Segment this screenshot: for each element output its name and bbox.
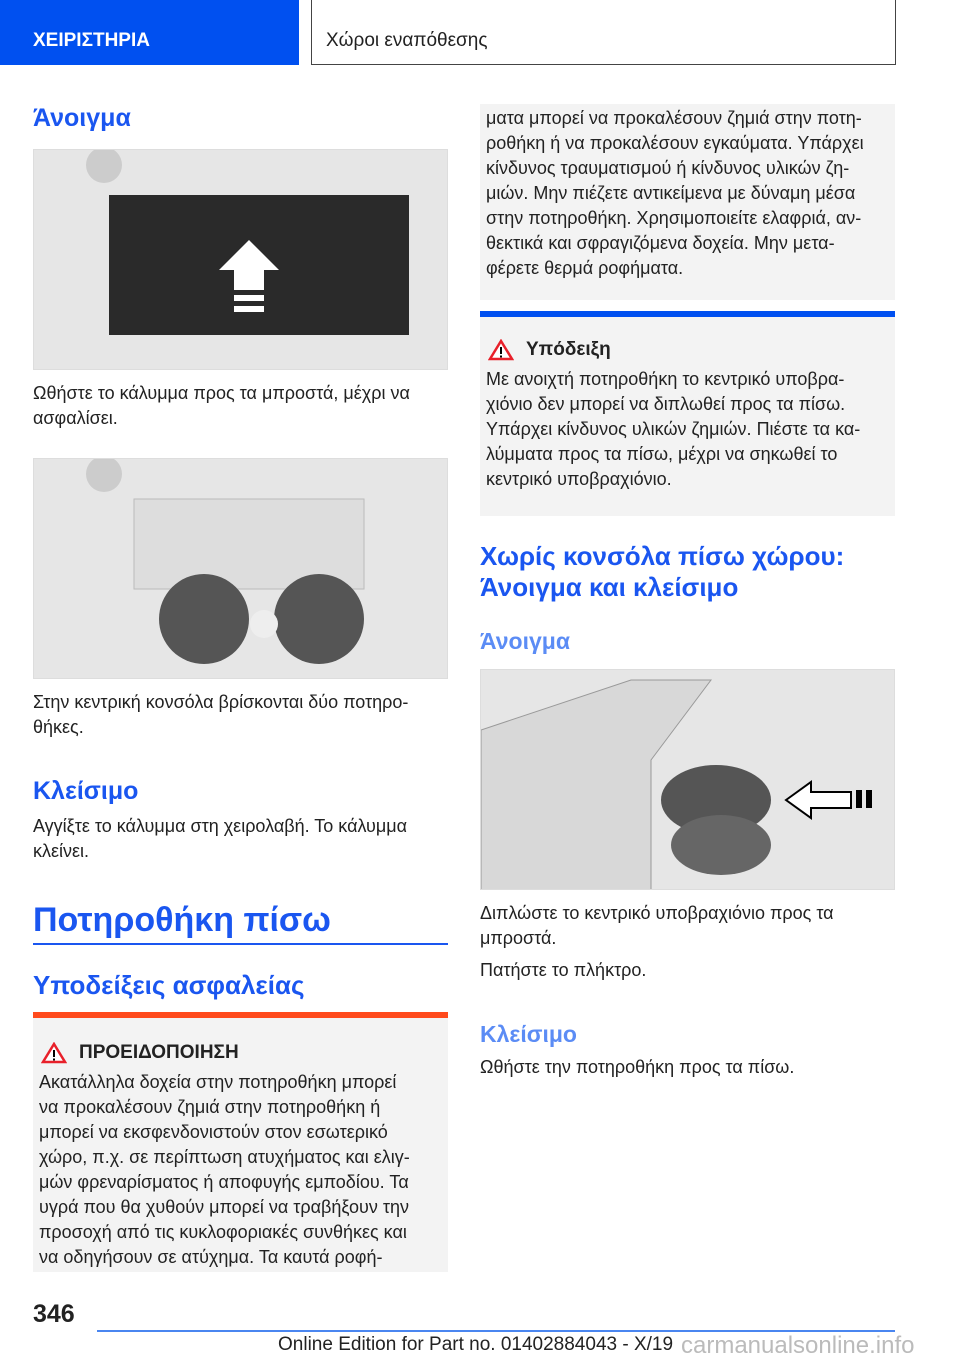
rear-open-text: Διπλώστε το κεντρικό υποβραχιόνιο προς τα μπροστά.	[480, 903, 834, 948]
note-title: Υπόδειξη	[526, 339, 611, 360]
cupholders-image	[33, 458, 448, 679]
safety-heading: Υποδείξεις ασφαλείας	[33, 970, 305, 1000]
watermark: carmanualsonline.info	[681, 1332, 915, 1359]
title-underline	[33, 943, 448, 945]
edition-text: Online Edition for Part no. 01402884043 - X/19	[278, 1334, 674, 1355]
rear-open-heading: Άνοιγμα	[480, 628, 570, 654]
section-tab: ΧΕΙΡΙΣΤΗΡΙΑ	[0, 0, 299, 65]
rear-cupholder-title: Ποτηροθήκη πίσω	[33, 901, 331, 939]
rear-close-heading: Κλείσιμο	[480, 1021, 577, 1047]
warning-text: Ακατάλληλα δοχεία στην ποτηροθήκη μπορεί να προκαλέσουν ζημιά στην ποτηροθήκη ή μπορεί να εκσφενδονιστούν στον εσωτερικό χώρο, π.χ. σε περίπτωση ατυχήματος και ελιγ- μών φρεναρίσματος ή αποφυγής εμποδίου. Τα υγρά που θα χυθούν μπορεί να τραβήξουν την προσοχή από τις κυκλοφοριακές συνθήκες και να οδηγήσουν σε ατύχημα. Τα καυτά ροφή-	[39, 1072, 410, 1267]
page-number: 346	[33, 1300, 75, 1328]
press-button-text: Πατήστε το πλήκτρο.	[480, 960, 647, 980]
warning-continued: ματα μπορεί να προκαλέσουν ζημιά στην ποτη- ροθήκη ή να προκαλέσουν εγκαύματα. Υπάρχει κίνδυνος τραυματισμού ή κίνδυνος υλικών ζη- μιών. Μην πιέζετε αντικείμενα με δύναμη μέσα στην ποτηροθήκη. Χρησιμοποιείτε ελαφριά, αν- θεκτικά και σφραγιζόμενα δοχεία. Μην μετα- φέρετε θερμά ροφήματα.	[480, 104, 895, 300]
warning-box	[33, 1012, 448, 1272]
console-cover-image	[33, 149, 448, 370]
note-text: Με ανοιχτή ποτηροθήκη το κεντρικό υποβρα- χιόνιο δεν μπορεί να διπλωθεί προς τα πίσω. Υπάρχει κίνδυνος υλικών ζημιών. Πιέστε τα κα- λύμματα προς τα πίσω, μέχρι να σηκωθεί το κεντρικό υποβραχιόνιο.	[486, 369, 861, 489]
rear-armrest-image	[480, 669, 895, 890]
note-box	[480, 311, 895, 516]
chapter-tab: Χώροι εναπόθεσης	[311, 0, 896, 65]
open-heading: Άνοιγμα	[33, 104, 131, 132]
rear-close-text: Ωθήστε την ποτηροθήκη προς τα πίσω.	[480, 1057, 795, 1077]
no-console-heading: Χωρίς κονσόλα πίσω χώρου: Άνοιγμα και κλείσιμο	[480, 541, 845, 602]
open-text: Ωθήστε το κάλυμμα προς τα μπροστά, μέχρι να ασφαλίσει.	[33, 383, 410, 428]
close-heading: Κλείσιμο	[33, 777, 139, 805]
warning-triangle-icon	[488, 339, 514, 361]
cupholders-text: Στην κεντρική κονσόλα βρίσκονται δύο ποτηρο- θήκες.	[33, 692, 409, 737]
close-text: Αγγίξτε το κάλυμμα στη χειρολαβή. Το κάλυμμα κλείνει.	[33, 816, 408, 861]
warning-triangle-icon	[41, 1042, 67, 1064]
warning-title: ΠΡΟΕΙΔΟΠΟΙΗΣΗ	[79, 1042, 239, 1063]
